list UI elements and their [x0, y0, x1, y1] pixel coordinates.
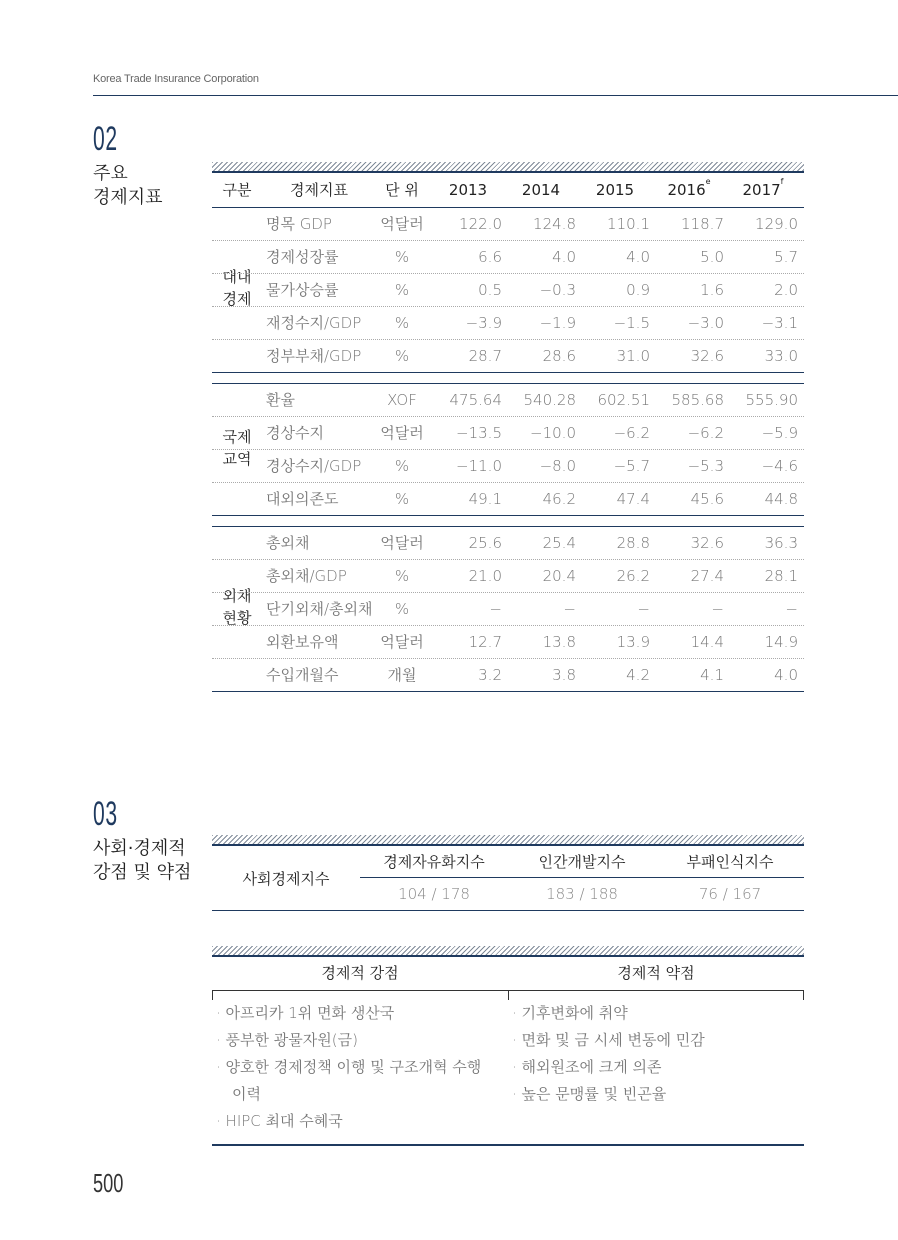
indicator-value: 602.51: [597, 391, 650, 409]
index-header: 경제자유화지수: [383, 853, 485, 871]
indicator-unit: %: [394, 567, 410, 585]
indicator-value: 32.6: [690, 347, 724, 365]
indicator-unit: 억달러: [380, 534, 424, 552]
indicator-value: 28.7: [468, 347, 502, 365]
indicator-value: 28.8: [616, 534, 650, 552]
indicator-value: 49.1: [468, 490, 502, 508]
strengths-header: 경제적 강점: [321, 964, 399, 982]
list-item: · HIPC 최대 수혜국: [216, 1112, 343, 1130]
table-row: [212, 307, 804, 340]
section-title-line: 사회·경제적: [93, 838, 186, 859]
list-item: · 기후변화에 취약: [512, 1004, 628, 1022]
indicator-unit: %: [394, 248, 410, 266]
indicator-value: 14.9: [764, 633, 798, 651]
table-hatch-bar: [212, 162, 804, 173]
indicator-unit: %: [394, 314, 410, 332]
table-row: [212, 560, 804, 593]
indicator-value: −11.0: [456, 457, 502, 475]
estimate-mark: e: [705, 177, 711, 186]
header-indicator: 경제지표: [290, 181, 348, 199]
indicator-group: [212, 384, 804, 515]
list-item: · 아프리카 1위 면화 생산국: [216, 1004, 395, 1022]
indicator-value: 110.1: [607, 215, 650, 233]
indicator-value: 122.0: [459, 215, 502, 233]
column-tick: [212, 990, 213, 1000]
section-title-line: 경제지표: [93, 187, 163, 208]
indicator-value: −10.0: [530, 424, 576, 442]
table-row: [212, 483, 804, 515]
table-row: [212, 626, 804, 659]
index-header: 인간개발지수: [538, 853, 626, 871]
list-item: · 해외원조에 크게 의존: [512, 1058, 662, 1076]
section-title: [93, 837, 213, 885]
indicator-value: 4.2: [626, 666, 650, 684]
table-row: [212, 241, 804, 274]
indicator-value: 118.7: [681, 215, 724, 233]
header-year: 2016e: [667, 177, 711, 199]
indicator-unit: %: [394, 281, 410, 299]
indicator-value: 540.28: [523, 391, 576, 409]
table-row: [212, 450, 804, 483]
list-item: · 면화 및 금 시세 변동에 민감: [512, 1031, 705, 1049]
table-rule: [212, 1144, 804, 1146]
table-row: [212, 208, 804, 241]
indicator-name: 수입개월수: [266, 666, 339, 684]
indicator-value: 28.1: [764, 567, 798, 585]
indicator-value: −6.2: [687, 424, 724, 442]
indicator-name: 재정수지/GDP: [266, 314, 362, 332]
table-row: [212, 659, 804, 691]
indicator-value: 31.0: [616, 347, 650, 365]
indicator-name: 물가상승률: [266, 281, 339, 299]
indicator-value: 0.9: [626, 281, 650, 299]
indicator-value: −4.6: [761, 457, 798, 475]
indicator-name: 대외의존도: [266, 490, 339, 508]
socio-index-label: 사회경제지수: [242, 870, 330, 888]
indicator-value: 21.0: [468, 567, 502, 585]
strengths-list: [216, 1000, 496, 1135]
indicator-value: 475.64: [449, 391, 502, 409]
section-number: 02: [93, 120, 118, 158]
table-rule: [212, 910, 804, 911]
indicator-name: 단기외채/총외채: [266, 600, 373, 618]
indicator-name: 경상수지/GDP: [266, 457, 362, 475]
indicator-value: 2.0: [774, 281, 798, 299]
indicator-value: 6.6: [478, 248, 502, 266]
indicator-value: −: [637, 600, 650, 618]
indicator-value: 1.6: [700, 281, 724, 299]
indicator-value: −0.3: [539, 281, 576, 299]
column-tick: [508, 990, 509, 1000]
group-label-line: 국제: [222, 428, 252, 446]
indicator-value: 585.68: [671, 391, 724, 409]
indicator-value: −: [785, 600, 798, 618]
indicator-value: −: [711, 600, 724, 618]
indicator-value: −6.2: [613, 424, 650, 442]
section-title-line: 주요: [93, 163, 128, 184]
indicator-value: 4.0: [626, 248, 650, 266]
table-header-row: [212, 174, 804, 208]
indicator-value: −13.5: [456, 424, 502, 442]
indicator-value: 4.0: [552, 248, 576, 266]
list-item: · 풍부한 광물자원(금): [216, 1031, 358, 1049]
indicator-group: [212, 208, 804, 372]
column-tick: [803, 990, 804, 1000]
indicator-value: 129.0: [755, 215, 798, 233]
group-separator: [212, 372, 804, 384]
group-label-line: 외채: [222, 587, 252, 605]
indicator-value: 25.6: [468, 534, 502, 552]
header-year: 2017$^f$: [742, 177, 784, 199]
indicator-value: 5.7: [774, 248, 798, 266]
indicator-value: 124.8: [533, 215, 576, 233]
indicator-value: 36.3: [764, 534, 798, 552]
indicator-value: −8.0: [539, 457, 576, 475]
group-label-line: 경제: [222, 290, 252, 308]
weaknesses-header: 경제적 약점: [617, 964, 695, 982]
indicator-value: 3.8: [552, 666, 576, 684]
index-header: 부패인식지수: [686, 853, 774, 871]
indicator-value: 5.0: [700, 248, 724, 266]
indicator-value: 14.4: [690, 633, 724, 651]
indicator-value: 28.6: [542, 347, 576, 365]
section-title: [93, 162, 213, 210]
header-year: 2014: [521, 181, 561, 199]
indicator-value: 4.1: [700, 666, 724, 684]
strengths-weaknesses-table: [212, 958, 804, 1146]
indicator-value: 47.4: [616, 490, 650, 508]
table-row: [212, 274, 804, 307]
weaknesses-list: [512, 1000, 802, 1108]
group-label-line: 현황: [222, 609, 252, 627]
indicator-value: 0.5: [478, 281, 502, 299]
table-row: [212, 417, 804, 450]
indicator-group: [212, 527, 804, 691]
indicator-value: −1.5: [613, 314, 650, 332]
indicator-value: 3.2: [478, 666, 502, 684]
group-separator: [212, 515, 804, 527]
indicator-value: 12.7: [468, 633, 502, 651]
group-label-line: 대내: [222, 268, 252, 286]
indicator-value: 46.2: [542, 490, 576, 508]
indicator-value: 25.4: [542, 534, 576, 552]
indicator-unit: 개월: [387, 666, 417, 684]
forecast-mark: f: [780, 177, 784, 186]
table-hatch-bar: [212, 946, 804, 957]
page-number: 500: [93, 1168, 124, 1198]
index-value: 183 / 188: [546, 885, 618, 903]
indicator-value: −3.1: [761, 314, 798, 332]
indicator-value: 4.0: [774, 666, 798, 684]
index-value: 104 / 178: [398, 885, 470, 903]
indicator-value: −3.9: [465, 314, 502, 332]
table-row: [212, 593, 804, 626]
indicator-unit: XOF: [387, 391, 417, 409]
table-rule: [360, 877, 804, 878]
indicator-unit: 억달러: [380, 215, 424, 233]
section-title-line: 강점 및 약점: [93, 862, 192, 883]
indicator-name: 정부부채/GDP: [266, 347, 362, 365]
indicator-name: 총외채: [266, 534, 310, 552]
economic-indicators-table: [212, 174, 804, 692]
header-unit: 단 위: [385, 181, 419, 199]
index-value: 76 / 167: [698, 885, 762, 903]
table-row: [212, 384, 804, 417]
indicator-value: 555.90: [745, 391, 798, 409]
indicator-value: −5.9: [761, 424, 798, 442]
indicator-unit: 억달러: [380, 633, 424, 651]
indicator-value: −5.3: [687, 457, 724, 475]
running-header: Korea Trade Insurance Corporation: [93, 73, 259, 85]
indicator-value: 26.2: [616, 567, 650, 585]
indicator-name: 환율: [266, 391, 295, 409]
indicator-value: 45.6: [690, 490, 724, 508]
table-hatch-bar: [212, 835, 804, 846]
table-bottom-rule: [212, 691, 804, 692]
socio-economic-index-table: [212, 847, 804, 911]
table-row: [212, 340, 804, 372]
indicator-value: 33.0: [764, 347, 798, 365]
indicator-value: −1.9: [539, 314, 576, 332]
section-number: 03: [93, 795, 118, 833]
list-item: · 양호한 경제정책 이행 및 구조개혁 수행 이력: [216, 1058, 482, 1103]
indicator-value: −: [563, 600, 576, 618]
header-rule: [93, 95, 898, 96]
indicator-name: 경제성장률: [266, 248, 339, 266]
list-item: · 높은 문맹률 및 빈곤율: [512, 1085, 667, 1103]
indicator-value: 20.4: [542, 567, 576, 585]
indicator-unit: 억달러: [380, 424, 424, 442]
table-row: [212, 527, 804, 560]
header-group: 구분: [222, 181, 252, 199]
indicator-value: 13.9: [616, 633, 650, 651]
indicator-unit: %: [394, 490, 410, 508]
header-year: 2013: [448, 181, 488, 199]
indicator-value: −5.7: [613, 457, 650, 475]
indicator-value: 13.8: [542, 633, 576, 651]
indicator-name: 총외채/GDP: [266, 567, 347, 585]
indicator-value: −: [489, 600, 502, 618]
indicator-unit: %: [394, 457, 410, 475]
indicator-value: 44.8: [764, 490, 798, 508]
indicator-unit: %: [394, 600, 410, 618]
indicator-name: 경상수지: [266, 424, 324, 442]
indicator-name: 외환보유액: [266, 633, 339, 651]
group-label-line: 교역: [222, 450, 252, 468]
header-year: 2015: [595, 181, 635, 199]
indicator-value: −3.0: [687, 314, 724, 332]
indicator-value: 32.6: [690, 534, 724, 552]
indicator-name: 명목 GDP: [266, 215, 332, 233]
indicator-unit: %: [394, 347, 410, 365]
indicator-value: 27.4: [690, 567, 724, 585]
